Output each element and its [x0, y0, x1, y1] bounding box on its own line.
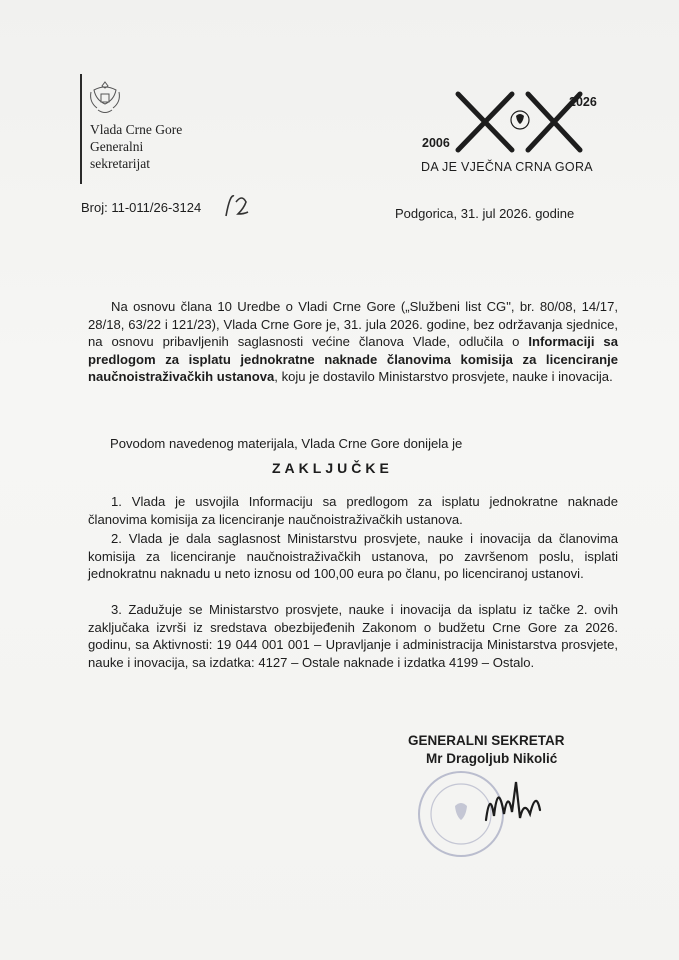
intro-text-a: Na osnovu člana 10 Uredbe o Vladi Crne Gore („Službeni list CG", br. 80/08, 14/17, 28/18, 63/22 i 121/23), Vlada Crne Gore je, 31. jula 2026. godine, bez održavanja sjednice, na osnovu pribavljenih saglasnosti većine članova Vlade, odlučila o [88, 299, 618, 350]
org-line-1: Vlada Crne Gore [90, 122, 183, 137]
reference-number: Broj: 11-011/26-3124 [81, 200, 202, 215]
document-date: Podgorica, 31. jul 2026. godine [395, 206, 575, 221]
coat-of-arms-icon [88, 80, 122, 118]
organization-name [90, 121, 182, 172]
org-line-2: Generalni [90, 139, 144, 154]
intro-line-2: Povodom navedenog materijala, Vlada Crne Gore donijela je [110, 436, 463, 451]
conclusion-1: 1. Vlada je usvojila Informaciju sa predlogom za isplatu jednokratne naknade članovima komisija za licenciranje naučnoistraživačkih ustanova. [88, 494, 618, 527]
header-divider-line [80, 74, 82, 184]
org-line-3: sekretarijat [90, 156, 150, 171]
logo-year-start: 2006 [422, 136, 450, 150]
intro-paragraph [88, 298, 618, 386]
conclusion-3: 3. Zadužuje se Ministarstvo prosvjete, nauke i inovacija da isplatu iz tačke 2. ovih zaključaka izvrši iz sredstava obezbijeđenih Zakonom o budžetu Crne Gore za 2026. godinu, sa Aktivnosti: 19 044 001 001 – Upravljanje i administracija Ministarstva prosvjete, nauke i inovacija, sa izdatka: 4127 – Ostale naknade i izdatka 4199 – Ostalo. [88, 602, 618, 670]
logo-slogan: DA JE VJEČNA CRNA GORA [421, 160, 593, 174]
signatory-name: Mr Dragoljub Nikolić [426, 751, 558, 766]
intro-text-bold: Informaciji sa predlogom za isplatu jednokratne naknade članovima komisija za licenciranje naučnoistraživačkih ustanova [88, 334, 618, 385]
intro-text-b: , koju je dostavilo Ministarstvo prosvjete, nauke i inovacija. [274, 369, 613, 385]
handwritten-signature-icon [480, 770, 560, 830]
conclusion-2: 2. Vlada je dala saglasnost Ministarstvu prosvjete, nauke i inovacija da članovima komisija za licenciranje naučnoistraživačkih ustanova, po završenom poslu, isplati jednokratnu naknadu u neto iznosu od 100,00 eura po članu, po licenciranoj ustanovi. [88, 531, 618, 582]
signatory-title: GENERALNI SEKRETAR [408, 733, 565, 748]
handwritten-reference-mark-icon [222, 190, 252, 220]
logo-year-end: 2026 [569, 95, 597, 109]
conclusions-heading: ZAKLJUČKE [272, 460, 393, 476]
